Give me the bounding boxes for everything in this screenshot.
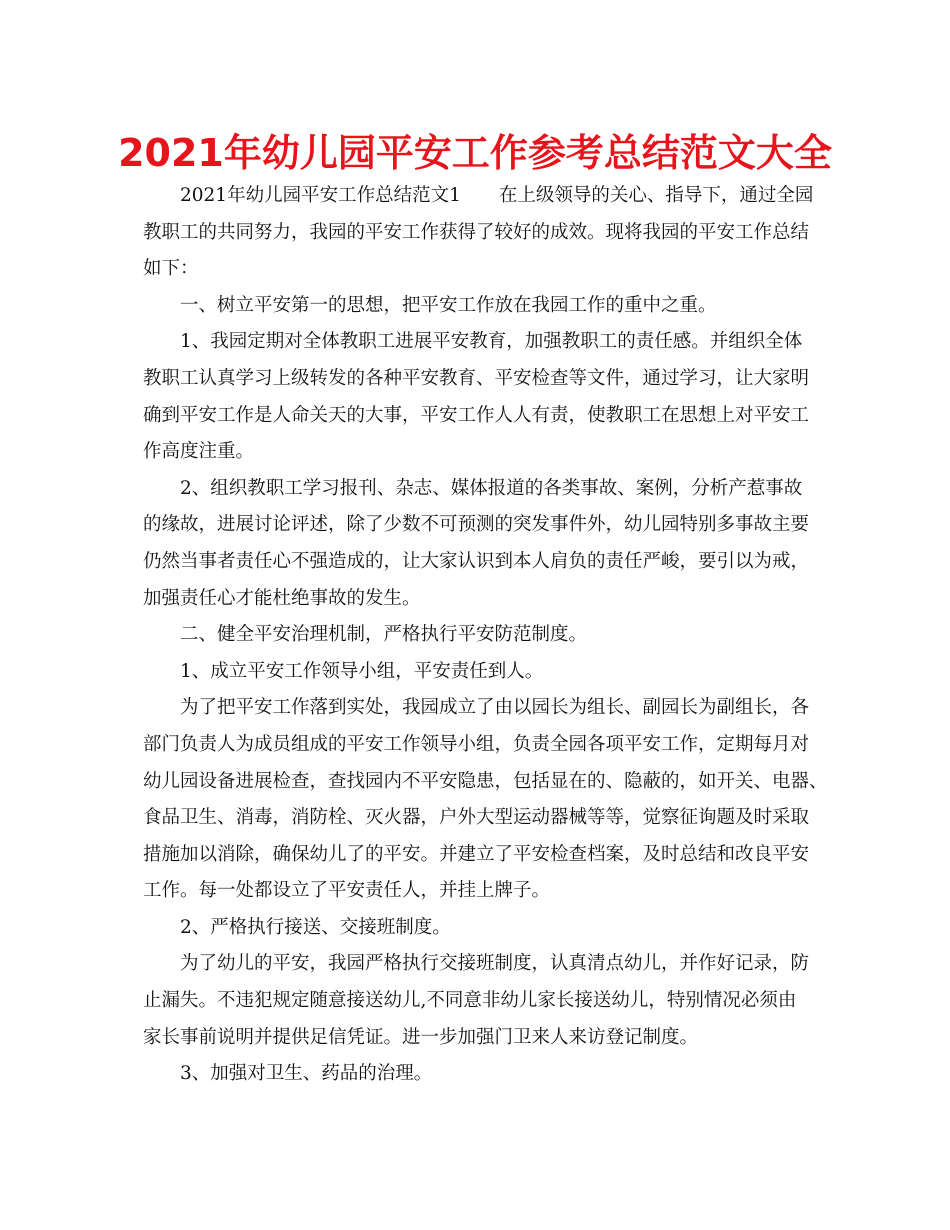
text-line — [143, 507, 823, 544]
text-line — [143, 251, 823, 288]
text-line — [143, 324, 823, 361]
text-line-content: 2、组织教职工学习报刊、杂志、媒体报道的各类事故、案例，分析产惹事故 — [180, 477, 803, 499]
text-line-content: 二、健全平安治理机制，严格执行平安防范制度。 — [180, 624, 588, 646]
text-line — [143, 654, 823, 691]
text-line — [143, 983, 823, 1020]
text-line-content: 家长事前说明并提供足信凭证。进一步加强门卫来人来访登记制度。 — [143, 1026, 699, 1048]
document-body — [143, 178, 828, 1093]
text-line-content: 加强责任心才能杜绝事故的发生。 — [143, 587, 421, 609]
text-line-content: 1、我园定期对全体教职工进展平安教育，加强教职工的责任感。并组织全体 — [180, 331, 803, 353]
text-line-content: 食品卫生、消毒，消防栓、灭火器，户外大型运动器械等等，觉察征询题及时采取 — [143, 807, 810, 829]
text-line-content: 为了把平安工作落到实处，我园成立了由以园长为组长、副园长为副组长，各 — [180, 697, 810, 719]
text-line-content: 2021年幼儿园平安工作总结范文1 — [180, 185, 461, 206]
text-line-content: 2、严格执行接送、交接班制度。 — [180, 916, 451, 938]
text-line-content: 的缘故，进展讨论评述，除了少数不可预测的突发事件外，幼儿园特别多事故主要 — [143, 514, 810, 536]
text-line — [143, 727, 823, 764]
text-line-tail: 在上级领导的关心、指导下，通过全园 — [498, 185, 814, 206]
text-line-content: 部门负责人为成员组成的平安工作领导小组，负责全园各项平安工作，定期每月对 — [143, 733, 810, 755]
text-line — [143, 215, 823, 252]
text-line-content: 一、树立平安第一的思想，把平安工作放在我园工作的重中之重。 — [180, 294, 717, 316]
text-line — [143, 1020, 823, 1057]
text-line-content: 1、成立平安工作领导小组，平安责任到人。 — [180, 660, 544, 682]
text-line-content: 3、加强对卫生、药品的治理。 — [180, 1063, 433, 1085]
text-line-content: 措施加以消除，确保幼儿了的平安。并建立了平安检查档案，及时总结和改良平安 — [143, 843, 810, 865]
text-line — [143, 873, 823, 910]
text-line-content: 为了幼儿的平安，我园严格执行交接班制度，认真清点幼儿，并作好记录，防 — [180, 953, 810, 975]
text-line — [143, 544, 823, 581]
text-line — [143, 946, 823, 983]
text-line — [143, 178, 823, 215]
text-line-content: 工作。每一处都设立了平安责任人，并挂上牌子。 — [143, 880, 551, 902]
text-line — [143, 581, 823, 618]
text-line — [143, 434, 823, 471]
text-line — [143, 398, 823, 435]
text-line-content: 教职工的共同努力，我园的平安工作获得了较好的成效。现将我园的平安工作总结 — [143, 221, 810, 243]
text-line — [143, 764, 828, 801]
text-line — [143, 910, 823, 947]
text-line — [143, 617, 823, 654]
text-line — [143, 471, 823, 508]
text-line-content: 作高度注重。 — [143, 441, 255, 463]
text-line — [143, 288, 823, 325]
text-line — [143, 800, 823, 837]
text-line-content: 仍然当事者责任心不强造成的，让大家认识到本人肩负的责任严峻，要引以为戒， — [143, 550, 810, 572]
document-title: 2021年幼儿园平安工作参考总结范文大全 — [118, 131, 832, 175]
text-line — [143, 690, 823, 727]
text-line-content: 如下： — [143, 258, 199, 280]
text-line — [143, 361, 823, 398]
text-line — [143, 1056, 823, 1093]
text-line-content: 教职工认真学习上级转发的各种平安教育、平安检查等文件，通过学习，让大家明 — [143, 367, 810, 389]
text-line — [143, 837, 823, 874]
text-line-content: 确到平安工作是人命关天的大事，平安工作人人有责，使教职工在思想上对平安工 — [143, 404, 810, 426]
text-line-content: 幼儿园设备进展检查，查找园内不平安隐患，包括显在的、隐蔽的，如开关、电器、 — [143, 770, 828, 792]
text-line-content: 止漏失。不违犯规定随意接送幼儿,不同意非幼儿家长接送幼儿，特别情况必须由 — [143, 990, 797, 1012]
